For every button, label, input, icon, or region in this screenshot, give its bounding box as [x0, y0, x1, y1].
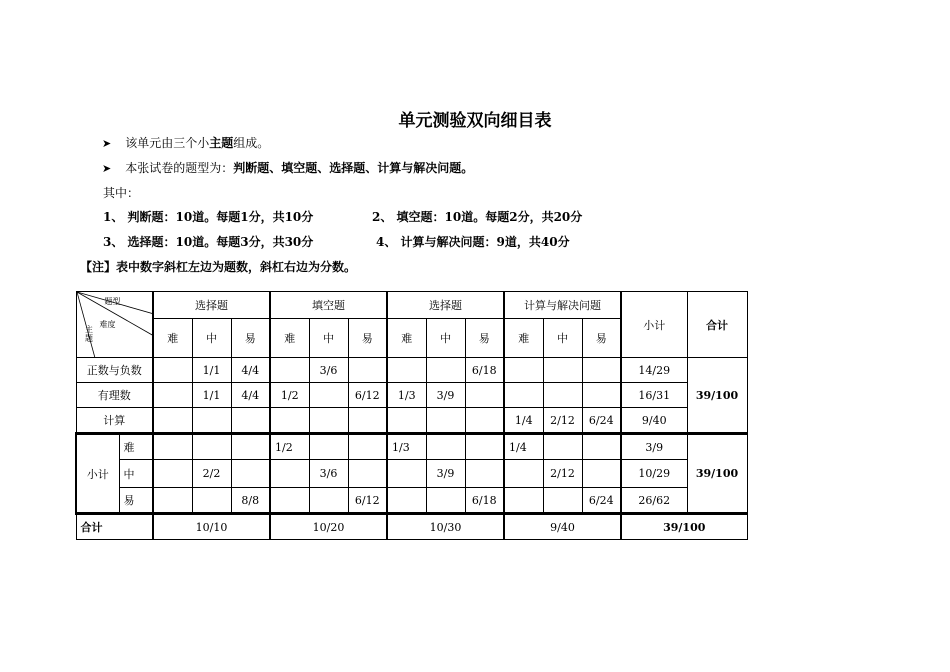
level-name: 易	[119, 488, 153, 514]
cell	[348, 460, 387, 488]
total-header: 合计	[687, 292, 747, 358]
cell	[426, 434, 465, 460]
cell	[231, 460, 270, 488]
cell	[582, 434, 621, 460]
bullet-2-text: 本张试卷的题型为：	[125, 161, 234, 175]
cell	[387, 488, 426, 514]
total-row-label: 合计	[76, 514, 153, 540]
cell	[387, 358, 426, 383]
topic-row	[76, 383, 747, 408]
cell: 1/4	[504, 434, 543, 460]
bullet-1-bold: 主题	[209, 136, 234, 150]
cell: 6/24	[582, 488, 621, 514]
level-name: 难	[119, 434, 153, 460]
type-total: 10/10	[153, 514, 270, 540]
type-header: 选择题	[153, 292, 270, 319]
cell	[426, 488, 465, 514]
corner-header	[76, 292, 153, 358]
level-header: 难	[387, 319, 426, 358]
cell	[543, 434, 582, 460]
corner-type-label: 题型	[104, 297, 121, 306]
cell: 6/12	[348, 488, 387, 514]
bullet-1	[102, 135, 269, 152]
cell: 1/1	[192, 358, 231, 383]
level-header: 中	[309, 319, 348, 358]
level-header: 易	[231, 319, 270, 358]
cell	[153, 434, 192, 460]
cell	[153, 460, 192, 488]
cell: 3/9	[426, 460, 465, 488]
page-title: 单元测验双向细目表	[398, 111, 552, 131]
item-1: 1、 判断题：10道。每题1分，共10分	[103, 210, 314, 224]
cell	[348, 358, 387, 383]
cell	[582, 383, 621, 408]
cell	[543, 383, 582, 408]
cell: 4/4	[231, 358, 270, 383]
cell	[192, 408, 231, 434]
level-header: 中	[426, 319, 465, 358]
cell: 3/6	[309, 460, 348, 488]
level-header: 中	[192, 319, 231, 358]
cell	[153, 358, 192, 383]
cell	[465, 460, 504, 488]
note: 【注】表中数字斜杠左边为题数，斜杠右边为分数。	[80, 260, 357, 274]
topic-name: 正数与负数	[76, 358, 153, 383]
among-label: 其中：	[103, 186, 140, 200]
row-subtotal: 10/29	[621, 460, 687, 488]
cell	[231, 434, 270, 460]
cell: 1/3	[387, 383, 426, 408]
level-row	[76, 434, 747, 460]
topics-total: 39/100	[687, 358, 747, 434]
spec-table	[75, 291, 748, 540]
type-header: 填空题	[270, 292, 387, 319]
level-header: 易	[348, 319, 387, 358]
cell	[582, 358, 621, 383]
cell	[543, 488, 582, 514]
cell	[465, 383, 504, 408]
topic-row	[76, 408, 747, 434]
topic-name: 有理数	[76, 383, 153, 408]
cell: 1/4	[504, 408, 543, 434]
cell	[153, 488, 192, 514]
cell: 1/2	[270, 434, 309, 460]
bullet-2-bold: 判断题、填空题、选择题、计算与解决问题。	[233, 161, 474, 175]
cell: 1/1	[192, 383, 231, 408]
cell: 1/3	[387, 434, 426, 460]
cell	[504, 488, 543, 514]
cell	[582, 460, 621, 488]
corner-difficulty-label: 难度	[99, 320, 116, 329]
arrow-bullet-icon: ➤	[102, 162, 112, 175]
cell	[504, 383, 543, 408]
cell: 3/6	[309, 358, 348, 383]
cell	[543, 358, 582, 383]
level-header: 中	[543, 319, 582, 358]
cell	[192, 434, 231, 460]
cell: 6/18	[465, 488, 504, 514]
cell	[309, 434, 348, 460]
cell: 3/9	[426, 383, 465, 408]
type-header: 计算与解决问题	[504, 292, 621, 319]
topic-name: 计算	[76, 408, 153, 434]
level-name: 中	[119, 460, 153, 488]
cell	[348, 408, 387, 434]
level-header: 难	[504, 319, 543, 358]
cell	[270, 358, 309, 383]
bullet-1-tail: 组成。	[233, 136, 270, 150]
row-subtotal: 26/62	[621, 488, 687, 514]
cell	[270, 460, 309, 488]
cell	[231, 408, 270, 434]
bullet-2	[102, 160, 473, 177]
cell: 2/12	[543, 408, 582, 434]
cell	[270, 408, 309, 434]
cell	[387, 460, 426, 488]
grand-total: 39/100	[621, 514, 747, 540]
row-subtotal: 16/31	[621, 383, 687, 408]
cell: 6/12	[348, 383, 387, 408]
bullet-1-text: 该单元由三个小	[125, 136, 210, 150]
cell	[465, 434, 504, 460]
row-subtotal: 14/29	[621, 358, 687, 383]
item-2: 2、 填空题：10道。每题2分，共20分	[372, 210, 583, 224]
corner-topic-label: 主题	[85, 325, 93, 343]
item-4: 4、 计算与解决问题：9道，共40分	[376, 235, 570, 249]
arrow-bullet-icon: ➤	[102, 137, 112, 150]
level-row	[76, 460, 747, 488]
level-header: 难	[270, 319, 309, 358]
cell: 6/18	[465, 358, 504, 383]
cell	[504, 460, 543, 488]
cell	[270, 488, 309, 514]
cell: 2/12	[543, 460, 582, 488]
cell	[153, 408, 192, 434]
item-3: 3、 选择题：10道。每题3分，共30分	[103, 235, 314, 249]
type-total: 10/30	[387, 514, 504, 540]
cell: 1/2	[270, 383, 309, 408]
cell	[465, 408, 504, 434]
cell	[192, 488, 231, 514]
cell	[153, 383, 192, 408]
level-header: 易	[582, 319, 621, 358]
cell	[426, 358, 465, 383]
cell: 2/2	[192, 460, 231, 488]
cell	[426, 408, 465, 434]
subtotal-label: 小计	[76, 434, 119, 514]
cell: 6/24	[582, 408, 621, 434]
cell	[504, 358, 543, 383]
cell	[309, 488, 348, 514]
cell	[387, 408, 426, 434]
cell: 8/8	[231, 488, 270, 514]
cell	[309, 408, 348, 434]
level-header: 难	[153, 319, 192, 358]
type-total: 10/20	[270, 514, 387, 540]
topic-row	[76, 358, 747, 383]
cell	[348, 434, 387, 460]
level-header: 易	[465, 319, 504, 358]
type-header: 选择题	[387, 292, 504, 319]
cell	[309, 383, 348, 408]
level-row	[76, 488, 747, 514]
subtotal-header: 小计	[621, 292, 687, 358]
total-row	[76, 514, 747, 540]
type-total: 9/40	[504, 514, 621, 540]
cell: 4/4	[231, 383, 270, 408]
row-subtotal: 9/40	[621, 408, 687, 434]
row-subtotal: 3/9	[621, 434, 687, 460]
levels-total: 39/100	[687, 434, 747, 514]
